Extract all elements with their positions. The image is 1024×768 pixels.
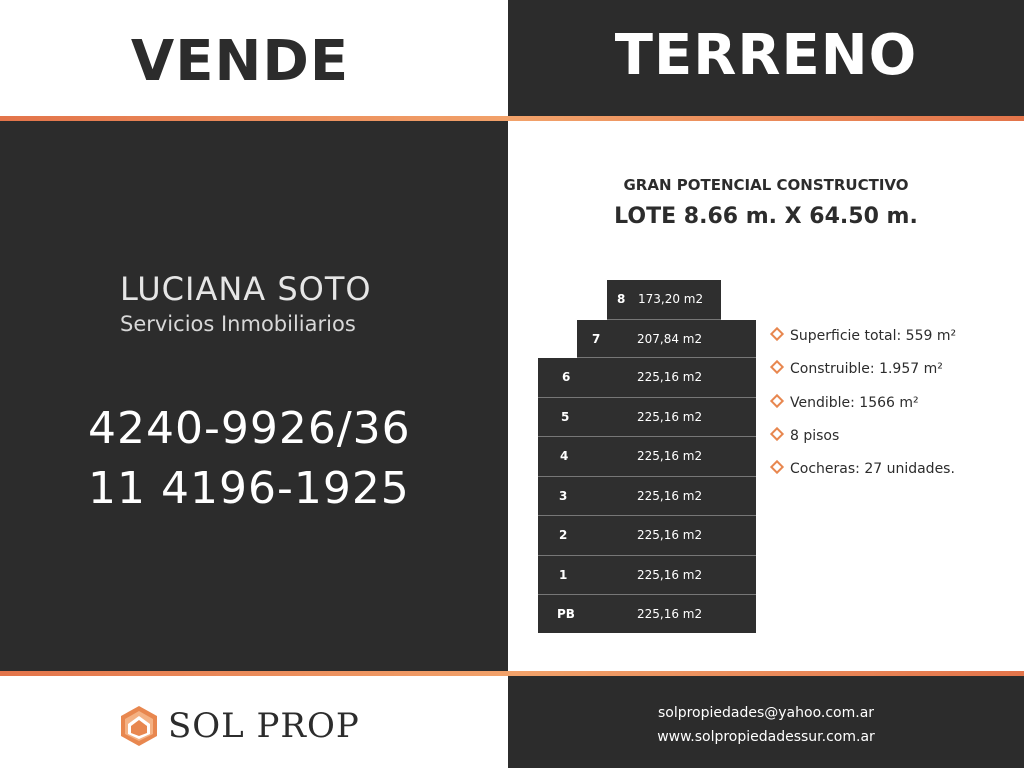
- lot-dimensions: LOTE 8.66 m. X 64.50 m.: [614, 204, 918, 229]
- phone-mobile: 11 4196-1925: [88, 463, 410, 514]
- floor-label: 6: [562, 370, 571, 384]
- floor-area: 225,16 m2: [637, 489, 703, 503]
- feature-buildable-area: [772, 361, 943, 377]
- floor-7: [577, 320, 756, 358]
- floor-8: [607, 280, 721, 320]
- floor-area: 173,20 m2: [638, 292, 704, 306]
- floor-ground: [538, 595, 756, 633]
- agent-name: LUCIANA SOTO: [120, 270, 372, 308]
- property-tagline: GRAN POTENCIAL CONSTRUCTIVO: [623, 176, 909, 194]
- feature-text: Construible: 1.957 m²: [790, 361, 943, 377]
- diamond-bullet-icon: [770, 360, 784, 374]
- footer-right-panel: [508, 676, 1024, 768]
- diamond-bullet-icon: [770, 394, 784, 408]
- floor-label: PB: [557, 607, 575, 621]
- floor-label: 1: [559, 568, 568, 582]
- feature-text: 8 pisos: [790, 428, 840, 444]
- floor-label: 3: [559, 489, 568, 503]
- floor-6: [538, 358, 756, 398]
- diamond-bullet-icon: [770, 460, 784, 474]
- sale-heading: VENDE: [130, 29, 350, 94]
- feature-floors: [772, 428, 839, 444]
- floor-area: 225,16 m2: [637, 449, 703, 463]
- brand-name: SOL PROP: [168, 706, 360, 746]
- floor-area: 225,16 m2: [637, 528, 703, 542]
- floor-5: [538, 398, 756, 437]
- floor-label: 8: [617, 292, 626, 306]
- floor-area: 225,16 m2: [637, 607, 703, 621]
- floor-3: [538, 477, 756, 516]
- contact-panel: [0, 121, 508, 671]
- floor-area: 225,16 m2: [637, 370, 703, 384]
- feature-text: Cocheras: 27 unidades.: [790, 461, 955, 477]
- feature-sellable-area: [772, 395, 919, 411]
- floor-area: 225,16 m2: [637, 568, 703, 582]
- floor-area: 225,16 m2: [637, 410, 703, 424]
- floor-1: [538, 556, 756, 595]
- feature-text: Superficie total: 559 m²: [790, 328, 957, 344]
- diamond-bullet-icon: [770, 427, 784, 441]
- floor-label: 4: [560, 449, 569, 463]
- floor-label: 7: [592, 332, 601, 346]
- contact-email: solpropiedades@yahoo.com.ar: [657, 705, 875, 721]
- agent-role: Servicios Inmobiliarios: [120, 312, 356, 336]
- phone-landline: 4240-9926/36: [88, 403, 411, 454]
- floor-label: 5: [561, 410, 570, 424]
- floor-label: 2: [559, 528, 568, 542]
- sun-house-logo-icon: [117, 704, 161, 748]
- feature-total-area: [772, 328, 956, 344]
- diamond-bullet-icon: [770, 327, 784, 341]
- feature-garages: [772, 461, 955, 477]
- property-type-heading: TERRENO: [614, 23, 918, 88]
- contact-website: www.solpropiedadessur.com.ar: [657, 729, 875, 745]
- floor-area: 207,84 m2: [637, 332, 703, 346]
- floor-2: [538, 516, 756, 556]
- feature-text: Vendible: 1566 m²: [790, 395, 919, 411]
- floor-4: [538, 437, 756, 477]
